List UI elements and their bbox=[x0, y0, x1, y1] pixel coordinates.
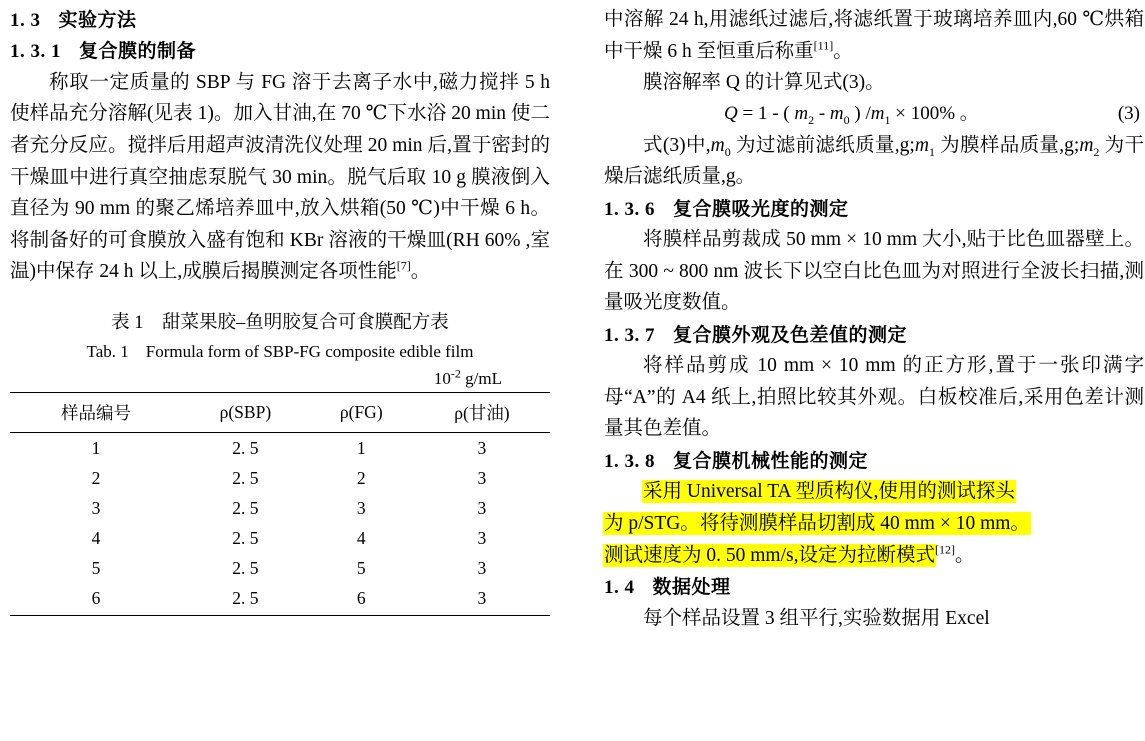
table-1-unit-tail: g/mL bbox=[460, 368, 502, 388]
cell: 2 bbox=[91, 467, 101, 488]
heading-1-3-number: 1. 3 bbox=[10, 10, 41, 31]
paragraph-symbol-definitions: 式(3)中$,m_0$ 为过滤前滤纸质量$,g;m_1$ 为膜样品质量$,g;m_2$ 为干燥后滤纸质量,g。 bbox=[604, 134, 1144, 188]
table-1 bbox=[10, 392, 550, 616]
cell: 3 bbox=[356, 497, 366, 518]
heading-1-3-1 bbox=[10, 37, 550, 66]
cell: 4 bbox=[356, 527, 366, 548]
cell: 3 bbox=[477, 557, 487, 578]
table-row bbox=[10, 432, 550, 463]
paragraph-1-3-8-end: 。 bbox=[954, 544, 975, 566]
paragraph-1-3-6: 将膜样品剪裁成 50 mm × 10 mm 大小,贴于比色皿器壁上。在 300 ~ 800 nm 波长下以空白比色皿为对照进行全波长扫描,测量吸光度数值。 bbox=[604, 229, 1144, 314]
citation-7: [7] bbox=[396, 258, 411, 273]
cell: 1 bbox=[356, 437, 366, 458]
cell: 1 bbox=[91, 437, 101, 458]
cell: 2 bbox=[356, 467, 366, 488]
heading-1-4 bbox=[604, 573, 1144, 602]
table-row bbox=[10, 463, 550, 493]
table-1-title-cn: 表 1 甜菜果胶–鱼明胶复合可食膜配方表 bbox=[111, 312, 449, 333]
left-column bbox=[10, 0, 550, 616]
cell: 2. 5 bbox=[232, 527, 259, 548]
highlight-line-3: 测试速度为 0. 50 mm/s,设定为拉断模式 bbox=[604, 544, 935, 566]
paragraph-continued-top bbox=[604, 4, 1144, 67]
paragraph-1-3-1-text: 称取一定质量的 SBP 与 FG 溶于去离子水中,磁力搅拌 5 h 使样品充分溶解(见表 1)。加入甘油,在 70 ℃下水浴 20 min 使二者充分反应。搅拌后用超声波清洗仪处理 20 min 后,置于密封的干燥皿中进行真空抽虑泵脱气 30 min。脱气后取 10 g 膜液倒入直径为 90 mm 的聚乙烯培养皿中,放入烘箱(50 ℃)中干燥 6 h。将制备好的可食膜放入盛有饱和 KBr 溶液的干燥皿(RH 60% ,室温)中保存 24 h 以上,成膜后揭膜测定各项性能 bbox=[10, 71, 550, 283]
cell: 6 bbox=[309, 583, 414, 616]
cell: 2. 5 bbox=[232, 557, 259, 578]
heading-1-3-6 bbox=[604, 195, 1144, 224]
table-header-row bbox=[10, 392, 550, 432]
cell: 2. 5 bbox=[182, 583, 309, 616]
highlight-line-1: 采用 Universal TA 型质构仪,使用的测试探头 bbox=[643, 481, 1015, 503]
heading-1-4-title: 数据处理 bbox=[652, 577, 731, 599]
right-column bbox=[604, 0, 1144, 634]
highlight-line-2: 为 p/STG。将待测膜样品切割成 40 mm × 10 mm。 bbox=[604, 513, 1030, 535]
table-1-unit-base: 10 bbox=[433, 368, 451, 388]
cell: 5 bbox=[91, 557, 101, 578]
citation-12: [12] bbox=[934, 542, 955, 557]
cell: 2. 5 bbox=[232, 467, 259, 488]
cell: 2. 5 bbox=[232, 497, 259, 518]
table-1-unit-exponent: -2 bbox=[450, 366, 461, 381]
paragraph-1-3-8-highlighted bbox=[604, 476, 1144, 571]
heading-1-3-8-title: 复合膜机械性能的测定 bbox=[673, 451, 869, 472]
formula-3-number: (3) bbox=[1117, 102, 1140, 124]
table-row bbox=[10, 553, 550, 583]
heading-1-3-6-number: 1. 3. 6 bbox=[604, 198, 655, 220]
heading-1-3-6-title: 复合膜吸光度的测定 bbox=[673, 198, 849, 220]
table-1-title-en: Tab. 1 Formula form of SBP-FG composite edible film bbox=[86, 341, 474, 361]
heading-1-3-8 bbox=[604, 447, 1144, 476]
table-col-sbp: ρ(SBP) bbox=[182, 392, 309, 432]
cell: 3 bbox=[477, 467, 487, 488]
formula-3 bbox=[604, 99, 1144, 130]
heading-1-3-1-number: 1. 3. 1 bbox=[10, 41, 61, 63]
cell: 3 bbox=[477, 527, 487, 548]
table-1-block bbox=[10, 310, 550, 616]
paragraph-dissolution-rate: 膜溶解率 Q 的计算见式(3)。 bbox=[643, 72, 885, 94]
cell: 4 bbox=[91, 527, 101, 548]
table-col-sample-id: 样品编号 bbox=[10, 392, 182, 432]
paragraph-1-4: 每个样品设置 3 组平行,实验数据用 Excel bbox=[643, 607, 990, 629]
cell: 3 bbox=[477, 497, 487, 518]
table-body bbox=[10, 432, 550, 615]
cell: 2. 5 bbox=[232, 437, 259, 458]
table-row bbox=[10, 583, 550, 616]
table-row bbox=[10, 493, 550, 523]
cell: 3 bbox=[414, 583, 550, 616]
heading-1-4-number: 1. 4 bbox=[604, 577, 635, 599]
paragraph-1-3-1 bbox=[10, 67, 550, 288]
heading-1-3-7 bbox=[604, 321, 1144, 350]
cell: 5 bbox=[356, 557, 366, 578]
table-1-unit bbox=[10, 366, 550, 389]
paragraph-1-3-1-end: 。 bbox=[410, 261, 431, 283]
cell: 6 bbox=[10, 583, 182, 616]
table-col-fg: ρ(FG) bbox=[309, 392, 414, 432]
citation-11: [11] bbox=[813, 38, 834, 53]
heading-1-3 bbox=[10, 6, 550, 35]
cell: 3 bbox=[477, 437, 487, 458]
heading-1-3-7-title: 复合膜外观及色差值的测定 bbox=[673, 324, 908, 346]
heading-1-3-8-number: 1. 3. 8 bbox=[604, 451, 655, 472]
heading-1-3-7-number: 1. 3. 7 bbox=[604, 324, 655, 346]
table-row bbox=[10, 523, 550, 553]
formula-3-body: Q = 1 - ( $m_2 - m_0$ ) $/m_1 \times 100\%$ 。 bbox=[724, 102, 979, 127]
table-col-glycerol: ρ(甘油) bbox=[414, 392, 550, 432]
cell: 3 bbox=[91, 497, 101, 518]
paragraph-continued-end: 。 bbox=[833, 40, 853, 62]
heading-1-3-title: 实验方法 bbox=[58, 10, 137, 31]
heading-1-3-1-title: 复合膜的制备 bbox=[79, 41, 197, 63]
paragraph-1-3-7: 将样品剪成 10 mm × 10 mm 的正方形,置于一张印满字母“A”的 A4 纸上,拍照比较其外观。白板校准后,采用色差计测量其色差值。 bbox=[604, 355, 1144, 440]
paragraph-continued-text: 中溶解 24 h,用滤纸过滤后,将滤纸置于玻璃培养皿内,60 ℃烘箱中干燥 6 h 至恒重后称重 bbox=[604, 9, 1144, 62]
